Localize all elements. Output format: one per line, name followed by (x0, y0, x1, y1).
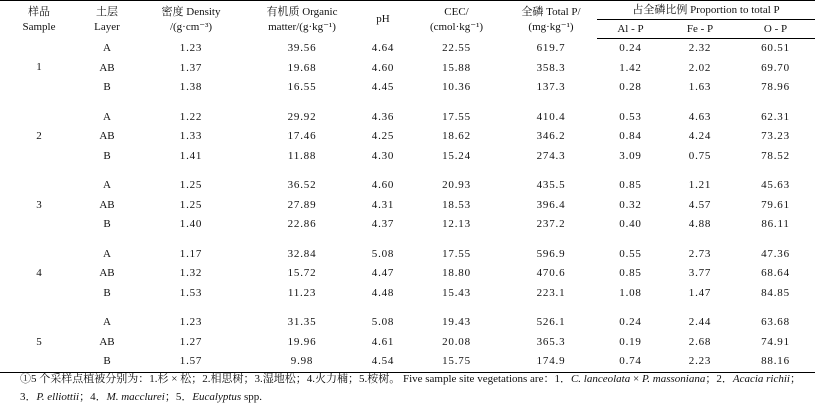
o-p-cell: 84.85 (761, 286, 790, 299)
density-cell: 1.32 (179, 267, 203, 279)
cec-cell: 20.08 (442, 335, 471, 348)
ph-cell: 5.08 (371, 316, 395, 328)
layer-cell: AB (99, 130, 115, 142)
density-cell: 1.57 (136, 352, 246, 372)
col-header-total-p: 全磷 Total P/ (mg·kg⁻¹) (505, 1, 597, 39)
layer-cell: B (103, 81, 111, 93)
fe-p-cell: 1.21 (688, 179, 712, 191)
table-row (0, 176, 815, 196)
group-spacer (0, 235, 815, 245)
fe-p-cell: 2.44 (688, 316, 712, 328)
organic-cell: 31.35 (287, 316, 317, 328)
group-spacer (0, 303, 815, 313)
al-p-cell: 0.28 (619, 81, 642, 93)
organic-cell: 36.52 (287, 179, 317, 191)
col-header-density: 密度 Density /(g·cm⁻³) (136, 1, 246, 39)
fe-p-cell: 2.73 (688, 247, 712, 260)
group-spacer (0, 98, 815, 108)
cec-cell: 20.93 (442, 179, 471, 191)
fe-p-cell: 0.75 (688, 149, 712, 162)
cec-cell: 18.62 (442, 130, 471, 142)
cec-cell: 19.43 (442, 316, 471, 328)
fe-p-cell: 4.88 (688, 218, 712, 230)
layer-cell: A (103, 41, 111, 54)
o-p-cell: 45.63 (761, 179, 790, 191)
ph-cell: 4.47 (371, 267, 395, 279)
table-footnote: ①5 个采样点植被分别为：1.杉 × 松；2.相思树；3.湿地松；4.火力楠；5.桉树。 Five sample site vegetations are：1．C. lanceolata × P. massoniana；2．Acacia richii；3．P. elliottii；4．M. macclurei；5．Eucalyptus spp. (20, 373, 801, 403)
ph-cell: 4.45 (371, 81, 395, 93)
al-p-cell: 0.53 (619, 110, 642, 123)
al-p-cell: 0.24 (619, 316, 642, 328)
fe-p-cell: 4.57 (688, 198, 712, 211)
o-p-cell: 60.51 (761, 42, 790, 54)
table-row (0, 39, 815, 59)
fe-p-cell: 1.63 (688, 81, 712, 93)
layer-cell: A (103, 110, 111, 123)
o-p-cell: 68.64 (761, 267, 790, 279)
fe-p-cell: 2.02 (688, 61, 712, 74)
layer-cell: AB (99, 198, 115, 211)
col-header-ph: pH (358, 1, 408, 39)
table-row (0, 196, 815, 216)
col-header-layer: 土层 Layer (78, 1, 136, 39)
table-row (0, 127, 815, 147)
fe-p-cell: 4.63 (688, 110, 712, 123)
cec-cell: 22.55 (442, 41, 471, 54)
col-header-fe-p: Fe - P (664, 20, 736, 39)
fe-p-cell: 3.77 (688, 267, 712, 279)
o-p-cell: 86.11 (761, 218, 790, 230)
ph-cell: 4.48 (371, 286, 395, 299)
density-cell: 1.53 (179, 286, 203, 299)
total-p-cell: 435.5 (536, 179, 566, 191)
cec-cell: 15.75 (408, 352, 505, 372)
density-cell: 1.23 (179, 316, 203, 328)
layer-cell: AB (99, 61, 115, 74)
density-cell: 1.38 (179, 81, 203, 93)
total-p-cell: 396.4 (536, 198, 566, 211)
o-p-cell: 62.31 (761, 110, 790, 123)
ph-cell: 4.30 (371, 149, 395, 162)
density-cell: 1.25 (179, 198, 203, 211)
cec-cell: 15.24 (442, 149, 471, 162)
density-cell: 1.40 (179, 218, 203, 230)
header-row-1 (0, 1, 815, 20)
total-p-cell: 410.4 (536, 110, 566, 123)
col-header-proportion-group: 占全磷比例 Proportion to total P (597, 1, 815, 20)
al-p-cell: 0.32 (619, 198, 642, 211)
sample-id-cell: 2 (36, 130, 42, 142)
total-p-cell: 174.9 (505, 352, 597, 372)
sample-id-cell: 1 (36, 61, 42, 74)
sample-id-cell: 3 (36, 198, 42, 211)
table-row (0, 245, 815, 265)
total-p-cell: 346.2 (536, 130, 566, 142)
table-row (0, 313, 815, 333)
table-row (0, 284, 815, 304)
total-p-cell: 619.7 (536, 41, 566, 54)
organic-cell: 9.98 (246, 352, 358, 372)
o-p-cell: 79.61 (761, 198, 790, 211)
o-p-cell: 63.68 (761, 316, 790, 328)
total-p-cell: 596.9 (536, 247, 566, 260)
sample-id-cell: 4 (36, 267, 42, 279)
al-p-cell: 1.42 (619, 61, 642, 74)
ph-cell: 4.61 (371, 335, 395, 348)
ph-cell: 4.25 (371, 130, 395, 142)
table-row (0, 108, 815, 128)
organic-cell: 27.89 (287, 198, 317, 211)
al-p-cell: 0.24 (619, 42, 642, 54)
cec-cell: 12.13 (442, 218, 471, 230)
ph-cell: 4.31 (371, 198, 395, 211)
organic-cell: 17.46 (287, 130, 317, 142)
o-p-cell: 73.23 (761, 130, 790, 142)
organic-cell: 11.88 (287, 149, 317, 162)
total-p-cell: 137.3 (536, 81, 566, 93)
spacer-cell (0, 235, 815, 245)
o-p-cell: 78.52 (761, 149, 790, 162)
al-p-cell: 0.85 (619, 179, 642, 191)
density-cell: 1.17 (179, 247, 203, 260)
o-p-cell: 69.70 (761, 61, 790, 74)
organic-cell: 16.55 (287, 81, 317, 93)
ph-cell: 4.64 (371, 41, 395, 54)
total-p-cell: 365.3 (536, 335, 566, 348)
cec-cell: 17.55 (442, 110, 471, 123)
cec-cell: 18.80 (442, 267, 471, 279)
layer-cell: AB (99, 267, 115, 279)
total-p-cell: 470.6 (536, 267, 566, 279)
cec-cell: 10.36 (442, 81, 471, 93)
o-p-cell: 74.91 (761, 335, 790, 348)
layer-cell: A (103, 179, 111, 191)
table-row (0, 352, 815, 372)
ph-cell: 4.60 (371, 61, 395, 74)
layer-cell: AB (99, 335, 115, 348)
cec-cell: 15.88 (442, 61, 471, 74)
organic-cell: 29.92 (287, 110, 317, 123)
density-cell: 1.22 (179, 110, 203, 123)
total-p-cell: 358.3 (536, 61, 566, 74)
o-p-cell: 78.96 (761, 81, 790, 93)
cec-cell: 15.43 (442, 286, 471, 299)
al-p-cell: 0.85 (619, 267, 642, 279)
al-p-cell: 0.84 (619, 130, 642, 142)
col-header-o-p: O - P (736, 20, 815, 39)
spacer-cell (0, 303, 815, 313)
fe-p-cell: 4.24 (688, 130, 712, 142)
cec-cell: 18.53 (442, 198, 471, 211)
ph-cell: 5.08 (371, 247, 395, 260)
layer-cell: A (103, 316, 111, 328)
organic-cell: 19.68 (287, 61, 317, 74)
organic-cell: 19.96 (287, 335, 317, 348)
organic-cell: 22.86 (287, 218, 317, 230)
ph-cell: 4.36 (371, 110, 395, 123)
cec-cell: 17.55 (442, 247, 471, 260)
layer-cell: B (103, 218, 111, 230)
spacer-cell (0, 166, 815, 176)
table-row (0, 333, 815, 353)
density-cell: 1.41 (179, 149, 203, 162)
total-p-cell: 223.1 (536, 286, 566, 299)
o-p-cell: 47.36 (761, 247, 790, 260)
fe-p-cell: 1.47 (688, 286, 712, 299)
fe-p-cell: 2.68 (688, 335, 712, 348)
total-p-cell: 526.1 (536, 316, 566, 328)
table-row (0, 147, 815, 167)
total-p-cell: 274.3 (536, 149, 566, 162)
table-row (0, 264, 815, 284)
col-header-al-p: Al - P (597, 20, 664, 39)
col-header-sample: 样品 Sample (0, 1, 78, 39)
density-cell: 1.25 (179, 179, 203, 191)
organic-cell: 32.84 (287, 247, 317, 260)
layer-cell: B (103, 286, 111, 299)
table-body (0, 39, 815, 373)
al-p-cell: 3.09 (619, 149, 642, 162)
density-cell: 1.23 (179, 41, 203, 54)
table-row (0, 78, 815, 98)
al-p-cell: 1.08 (619, 286, 642, 299)
fe-p-cell: 2.23 (664, 352, 736, 372)
al-p-cell: 0.55 (619, 247, 642, 260)
total-p-cell: 237.2 (536, 218, 566, 230)
ph-cell: 4.37 (371, 218, 395, 230)
fe-p-cell: 2.32 (688, 42, 712, 54)
o-p-cell: 88.16 (736, 352, 815, 372)
layer-cell: B (78, 352, 136, 372)
organic-cell: 39.56 (287, 41, 317, 54)
layer-cell: B (103, 149, 111, 162)
al-p-cell: 0.40 (619, 218, 642, 230)
density-cell: 1.33 (179, 130, 203, 142)
ph-cell: 4.60 (371, 179, 395, 191)
table-row (0, 59, 815, 79)
ph-cell: 4.54 (358, 352, 408, 372)
sample-id-cell: 5 (0, 313, 78, 372)
density-cell: 1.27 (179, 335, 203, 348)
table-row (0, 215, 815, 235)
organic-cell: 11.23 (287, 286, 317, 299)
organic-cell: 15.72 (287, 267, 317, 279)
spacer-cell (0, 98, 815, 108)
al-p-cell: 0.74 (597, 352, 664, 372)
density-cell: 1.37 (179, 61, 203, 74)
group-spacer (0, 166, 815, 176)
col-header-cec: CEC/ (cmol·kg⁻¹) (408, 1, 505, 39)
al-p-cell: 0.19 (619, 335, 642, 348)
layer-cell: A (103, 247, 111, 260)
col-header-organic-matter: 有机质 Organic matter/(g·kg⁻¹) (246, 1, 358, 39)
